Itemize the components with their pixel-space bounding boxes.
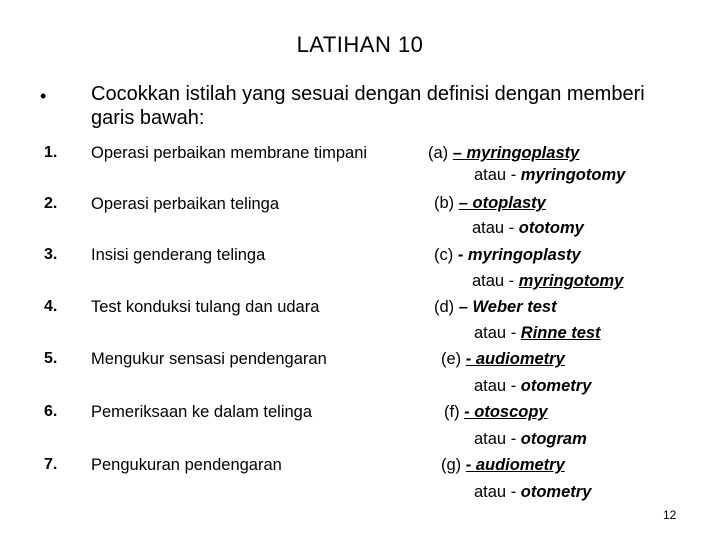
answer-first-term: - otoscopy: [464, 403, 548, 421]
item-term: Pengukuran pendengaran: [91, 456, 282, 474]
answer-label: (e): [441, 350, 466, 368]
answer-first-term: – myringoplasty: [452, 144, 580, 162]
answer-separator: atau -: [472, 219, 519, 237]
answer-option-f: [444, 403, 548, 422]
answer-option-a: [428, 144, 579, 163]
answer-option-d-alt: [474, 324, 601, 343]
answer-separator: atau -: [474, 166, 521, 184]
answer-option-b: [434, 194, 546, 213]
answer-option-g-alt: [474, 483, 591, 502]
answer-first-term: – Weber test: [458, 298, 557, 316]
answer-first-term: - myringoplasty: [457, 246, 581, 264]
answer-label: (g): [441, 456, 466, 474]
item-term: Pemeriksaan ke dalam telinga: [91, 403, 313, 421]
item-term: Test konduksi tulang dan udara: [91, 298, 320, 316]
page-number: 12: [663, 508, 677, 522]
answer-separator: atau -: [474, 430, 521, 448]
answer-option-d: [434, 298, 557, 317]
answer-second-term: myringotomy: [518, 272, 624, 290]
item-term: Insisi genderang telinga: [91, 246, 266, 264]
item-number: 7.: [44, 456, 58, 473]
answer-second-term: Rinne test: [520, 324, 601, 342]
answer-first-term: - audiometry: [465, 456, 565, 474]
answer-separator: atau -: [474, 324, 521, 342]
answer-option-g: [441, 456, 565, 475]
answer-separator: atau -: [474, 377, 521, 395]
answer-second-term: ototomy: [518, 219, 584, 237]
answer-option-c: [434, 246, 581, 265]
answer-option-c-alt: [472, 272, 623, 291]
item-number: 6.: [44, 403, 58, 420]
item-number: 4.: [44, 298, 58, 315]
item-term: Operasi perbaikan telinga: [91, 195, 280, 213]
answer-label: (d): [434, 298, 459, 316]
answer-second-term: myringotomy: [520, 166, 626, 184]
item-term: Operasi perbaikan membrane timpani: [91, 144, 368, 162]
instruction-text: Cocokkan istilah yang sesuai dengan definisi dengan memberi garis bawah:: [91, 83, 645, 129]
answer-first-term: - audiometry: [465, 350, 565, 368]
answer-option-b-alt: [472, 219, 584, 238]
answer-separator: atau -: [474, 483, 521, 501]
item-number: 2.: [44, 195, 58, 212]
answer-first-term: – otoplasty: [458, 194, 546, 212]
answer-label: (a): [428, 144, 453, 162]
answer-option-e-alt: [474, 377, 591, 396]
page-title: LATIHAN 10: [296, 32, 424, 57]
item-term: Mengukur sensasi pendengaran: [91, 350, 327, 368]
answer-second-term: otometry: [520, 483, 592, 501]
answer-option-e: [441, 350, 565, 369]
answer-second-term: otometry: [520, 377, 592, 395]
answer-separator: atau -: [472, 272, 519, 290]
item-number: 1.: [44, 144, 58, 161]
answer-label: (c): [434, 246, 458, 264]
answer-label: (b): [434, 194, 459, 212]
bullet-marker: •: [40, 86, 47, 106]
answer-second-term: otogram: [520, 430, 587, 448]
item-number: 3.: [44, 246, 58, 263]
answer-label: (f): [444, 403, 465, 421]
answer-option-f-alt: [474, 430, 587, 449]
item-number: 5.: [44, 350, 58, 367]
answer-option-a-alt: [474, 166, 625, 185]
